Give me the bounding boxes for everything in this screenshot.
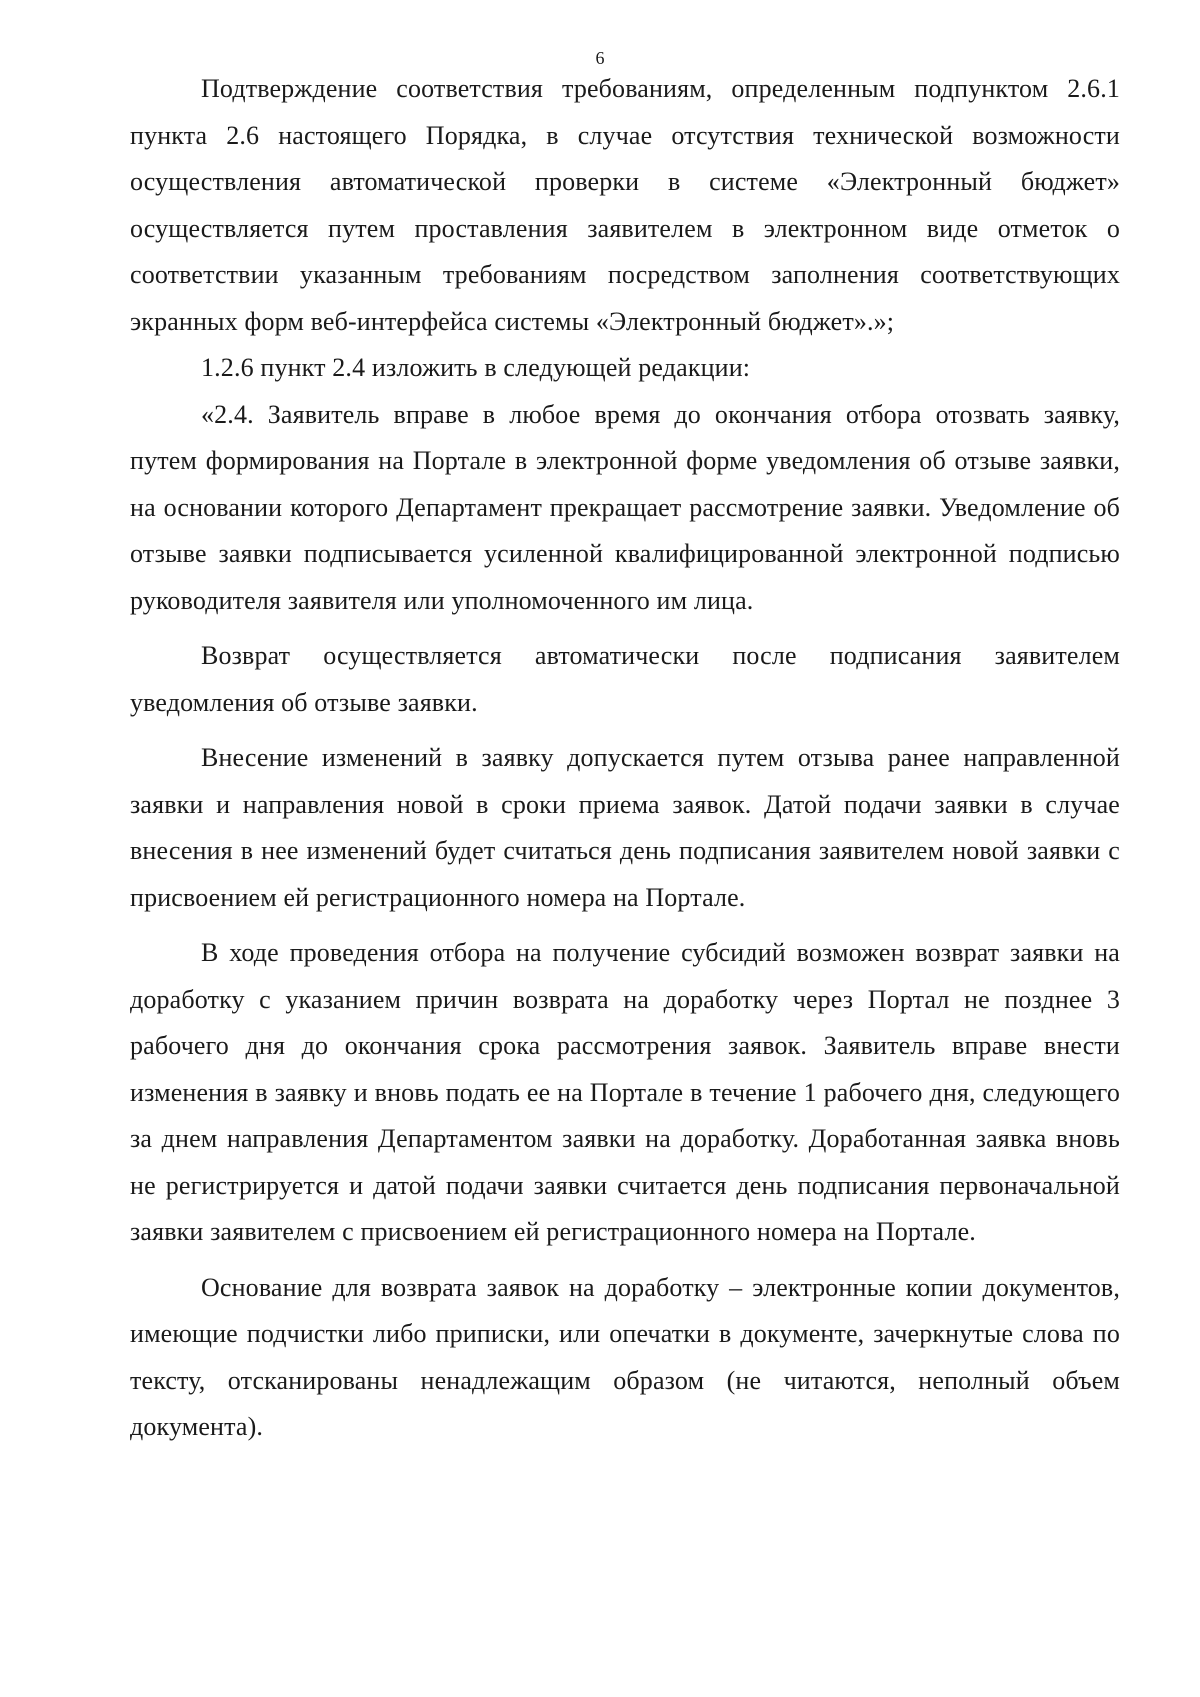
paragraph-return: Возврат осуществляется автоматически после подписания заявителем уведомления об отзыве заявки. [130, 641, 1120, 717]
paragraph-revision: В ходе проведения отбора на получение субсидий возможен возврат заявки на доработку с указанием причин возврата на доработку через Портал не позднее 3 рабочего дня до окончания срока рассмотрения заявок. Заявитель вправе внести изменения в заявку и вновь подать ее на Портале в течение 1 рабочего дня, следующего за днем направления Департаментом заявки на доработку. Доработанная заявка вновь не регистрируется и датой подачи заявки считается день подписания первоначальной заявки заявителем с присвоением ей регистрационного номера на Портале. [130, 938, 1120, 1246]
document-body [130, 66, 1120, 1451]
paragraph-confirmation: Подтверждение соответствия требованиям, определенным подпунктом 2.6.1 пункта 2.6 настоящего Порядка, в случае отсутствия технической возможности осуществления автоматической проверки в системе «Электронный бюджет» осуществляется путем проставления заявителем в электронном виде отметок о соответствии указанным требованиям посредством заполнения соответствующих экранных форм веб-интерфейса системы «Электронный бюджет».»; [130, 74, 1120, 336]
page-number: 6 [595, 48, 605, 68]
paragraph-withdrawal: «2.4. Заявитель вправе в любое время до окончания отбора отозвать заявку, путем формирования на Портале в электронной форме уведомления об отзыве заявки, на основании которого Департамент прекращает рассмотрение заявки. Уведомление об отзыве заявки подписывается усиленной квалифицированной электронной подписью руководителя заявителя или уполномоченного им лица. [130, 399, 1120, 615]
paragraph-amendment-heading: 1.2.6 пункт 2.4 изложить в следующей редакции: [201, 353, 751, 382]
paragraph-revision-grounds: Основание для возврата заявок на доработку – электронные копии документов, имеющие подчистки либо приписки, или опечатки в документе, зачеркнутые слова по тексту, отсканированы ненадлежащим образом (не читаются, неполный объем документа). [130, 1272, 1120, 1441]
paragraph-changes: Внесение изменений в заявку допускается путем отзыва ранее направленной заявки и направления новой в сроки приема заявок. Датой подачи заявки в случае внесения в нее изменений будет считаться день подписания заявителем новой заявки с присвоением ей регистрационного номера на Портале. [130, 743, 1120, 912]
